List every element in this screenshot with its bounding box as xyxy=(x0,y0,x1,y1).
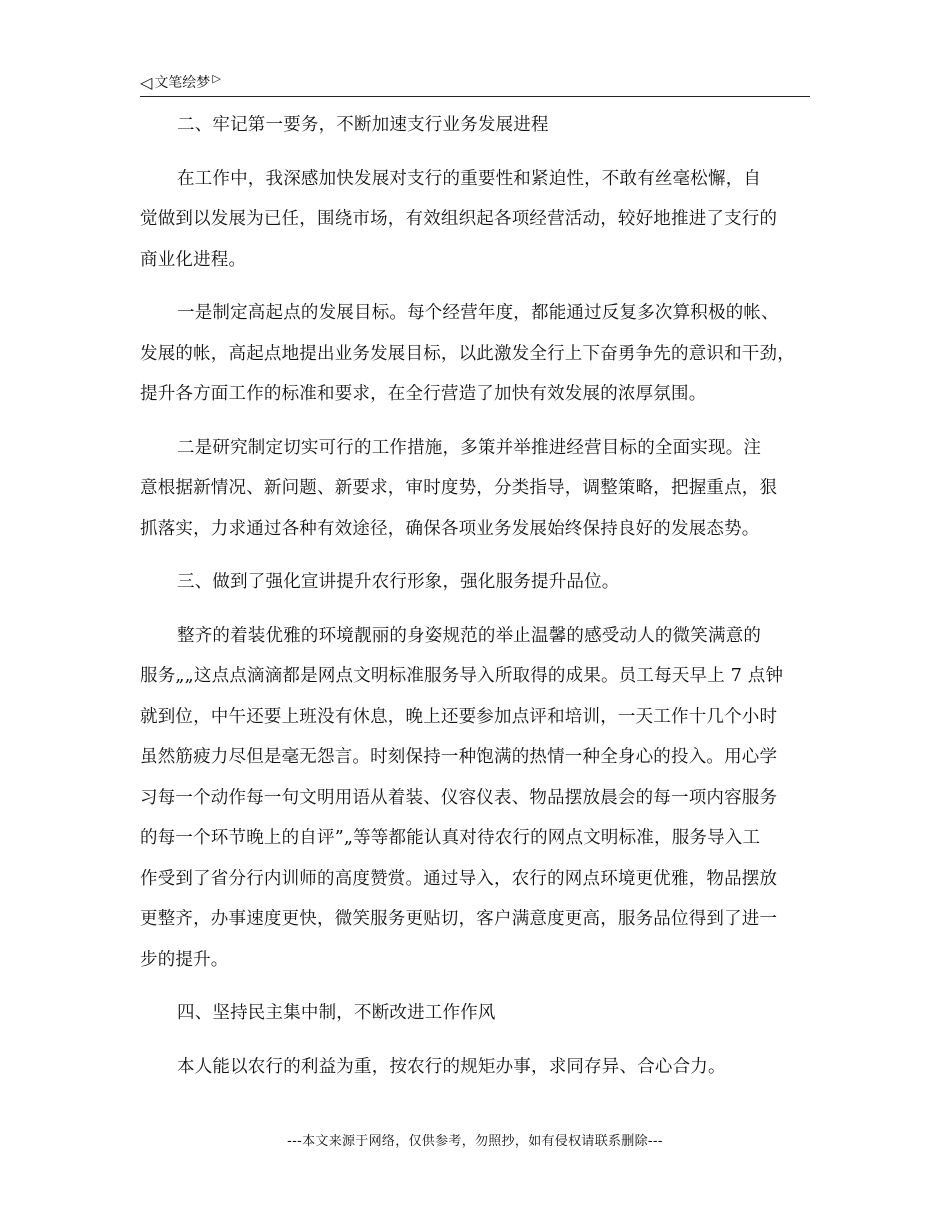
text-line: 三、做到了强化宣讲提升农行形象，强化服务提升品位。 xyxy=(177,572,620,592)
text-line: 本人能以农行的利益为重，按农行的规矩办事，求同存异、合心合力。 xyxy=(177,1056,726,1077)
paragraph xyxy=(140,159,812,281)
text-line: 商业化进程。 xyxy=(140,249,247,270)
text-line: 在工作中，我深感加快发展对支行的重要性和紧迫性，不敢有丝毫松懈，自 xyxy=(177,168,762,189)
text-line: 提升各方面工作的标准和要求，在全行营造了加快有效发展的浓厚氛围。 xyxy=(140,384,707,404)
text-line: 四、坚持民主集中制，不断改进工作作风 xyxy=(177,1003,496,1023)
header-brand xyxy=(140,74,221,92)
paragraph xyxy=(140,1047,812,1088)
text-line: 步的提升。 xyxy=(140,949,229,970)
text-line: 意根据新情况、新问题、新要求，审时度势，分类指导，调整策略，把握重点，狠 xyxy=(140,478,778,498)
paragraph xyxy=(140,293,812,415)
document-body xyxy=(140,105,812,1100)
triangle-left-icon: ◁ xyxy=(140,73,153,92)
paragraph xyxy=(140,993,812,1034)
text-line: 虽然筋疲力尽但是毫无怨言。时刻保持一种饱满的热情一种全身心的投入。用心学 xyxy=(140,747,778,767)
page-footer: ---本文来源于网络，仅供参考，勿照抄，如有侵权请联系删除--- xyxy=(287,1134,663,1149)
paragraph xyxy=(140,105,812,146)
text-line: 发展的帐，高起点地提出业务发展目标，以此激发全行上下奋勇争先的意识和干劲， xyxy=(140,343,795,364)
paragraph xyxy=(140,562,812,603)
text-line: 一是制定高起点的发展目标。每个经营年度，都能通过反复多次算积极的帐、 xyxy=(177,303,779,323)
text-line: 二、牢记第一要务，不断加速支行业务发展进程 xyxy=(177,115,549,135)
text-line: 就到位，中午还要上班没有休息，晚上还要参加点评和培训，一天工作十几个小时 xyxy=(140,706,778,727)
page-header xyxy=(140,72,810,97)
text-line: 服务„„这点点滴滴都是网点文明标准服务导入所取得的成果。员工每天早上 7 点钟 xyxy=(140,666,784,686)
text-line: 作受到了省分行内训师的高度赞赏。通过导入，农行的网点环境更优雅，物品摆放 xyxy=(140,868,778,889)
triangle-right-icon: ▷ xyxy=(212,72,221,85)
text-line: 二是研究制定切实可行的工作措施，多策并举推进经营目标的全面实现。注 xyxy=(177,437,762,458)
paragraph xyxy=(140,616,812,981)
paragraph xyxy=(140,428,812,550)
header-title: 文笔绘梦 xyxy=(154,75,211,91)
text-line: 更整齐，办事速度更快，微笑服务更贴切，客户满意度更高，服务品位得到了进一 xyxy=(140,909,778,929)
text-line: 的每一个环节晚上的自评”„等等都能认真对待农行的网点文明标准，服务导入工 xyxy=(140,828,761,848)
text-line: 习每一个动作每一句文明用语从着装、仪容仪表、物品摆放晨会的每一项内容服务 xyxy=(140,787,778,808)
text-line: 整齐的着装优雅的环境靓丽的身姿规范的举止温馨的感受动人的微笑满意的 xyxy=(177,625,762,646)
text-line: 抓落实，力求通过各种有效途径，确保各项业务发展始终保持良好的发展态势。 xyxy=(140,518,760,539)
text-line: 觉做到以发展为已任，围绕市场，有效组织起各项经营活动，较好地推进了支行的 xyxy=(140,209,778,229)
